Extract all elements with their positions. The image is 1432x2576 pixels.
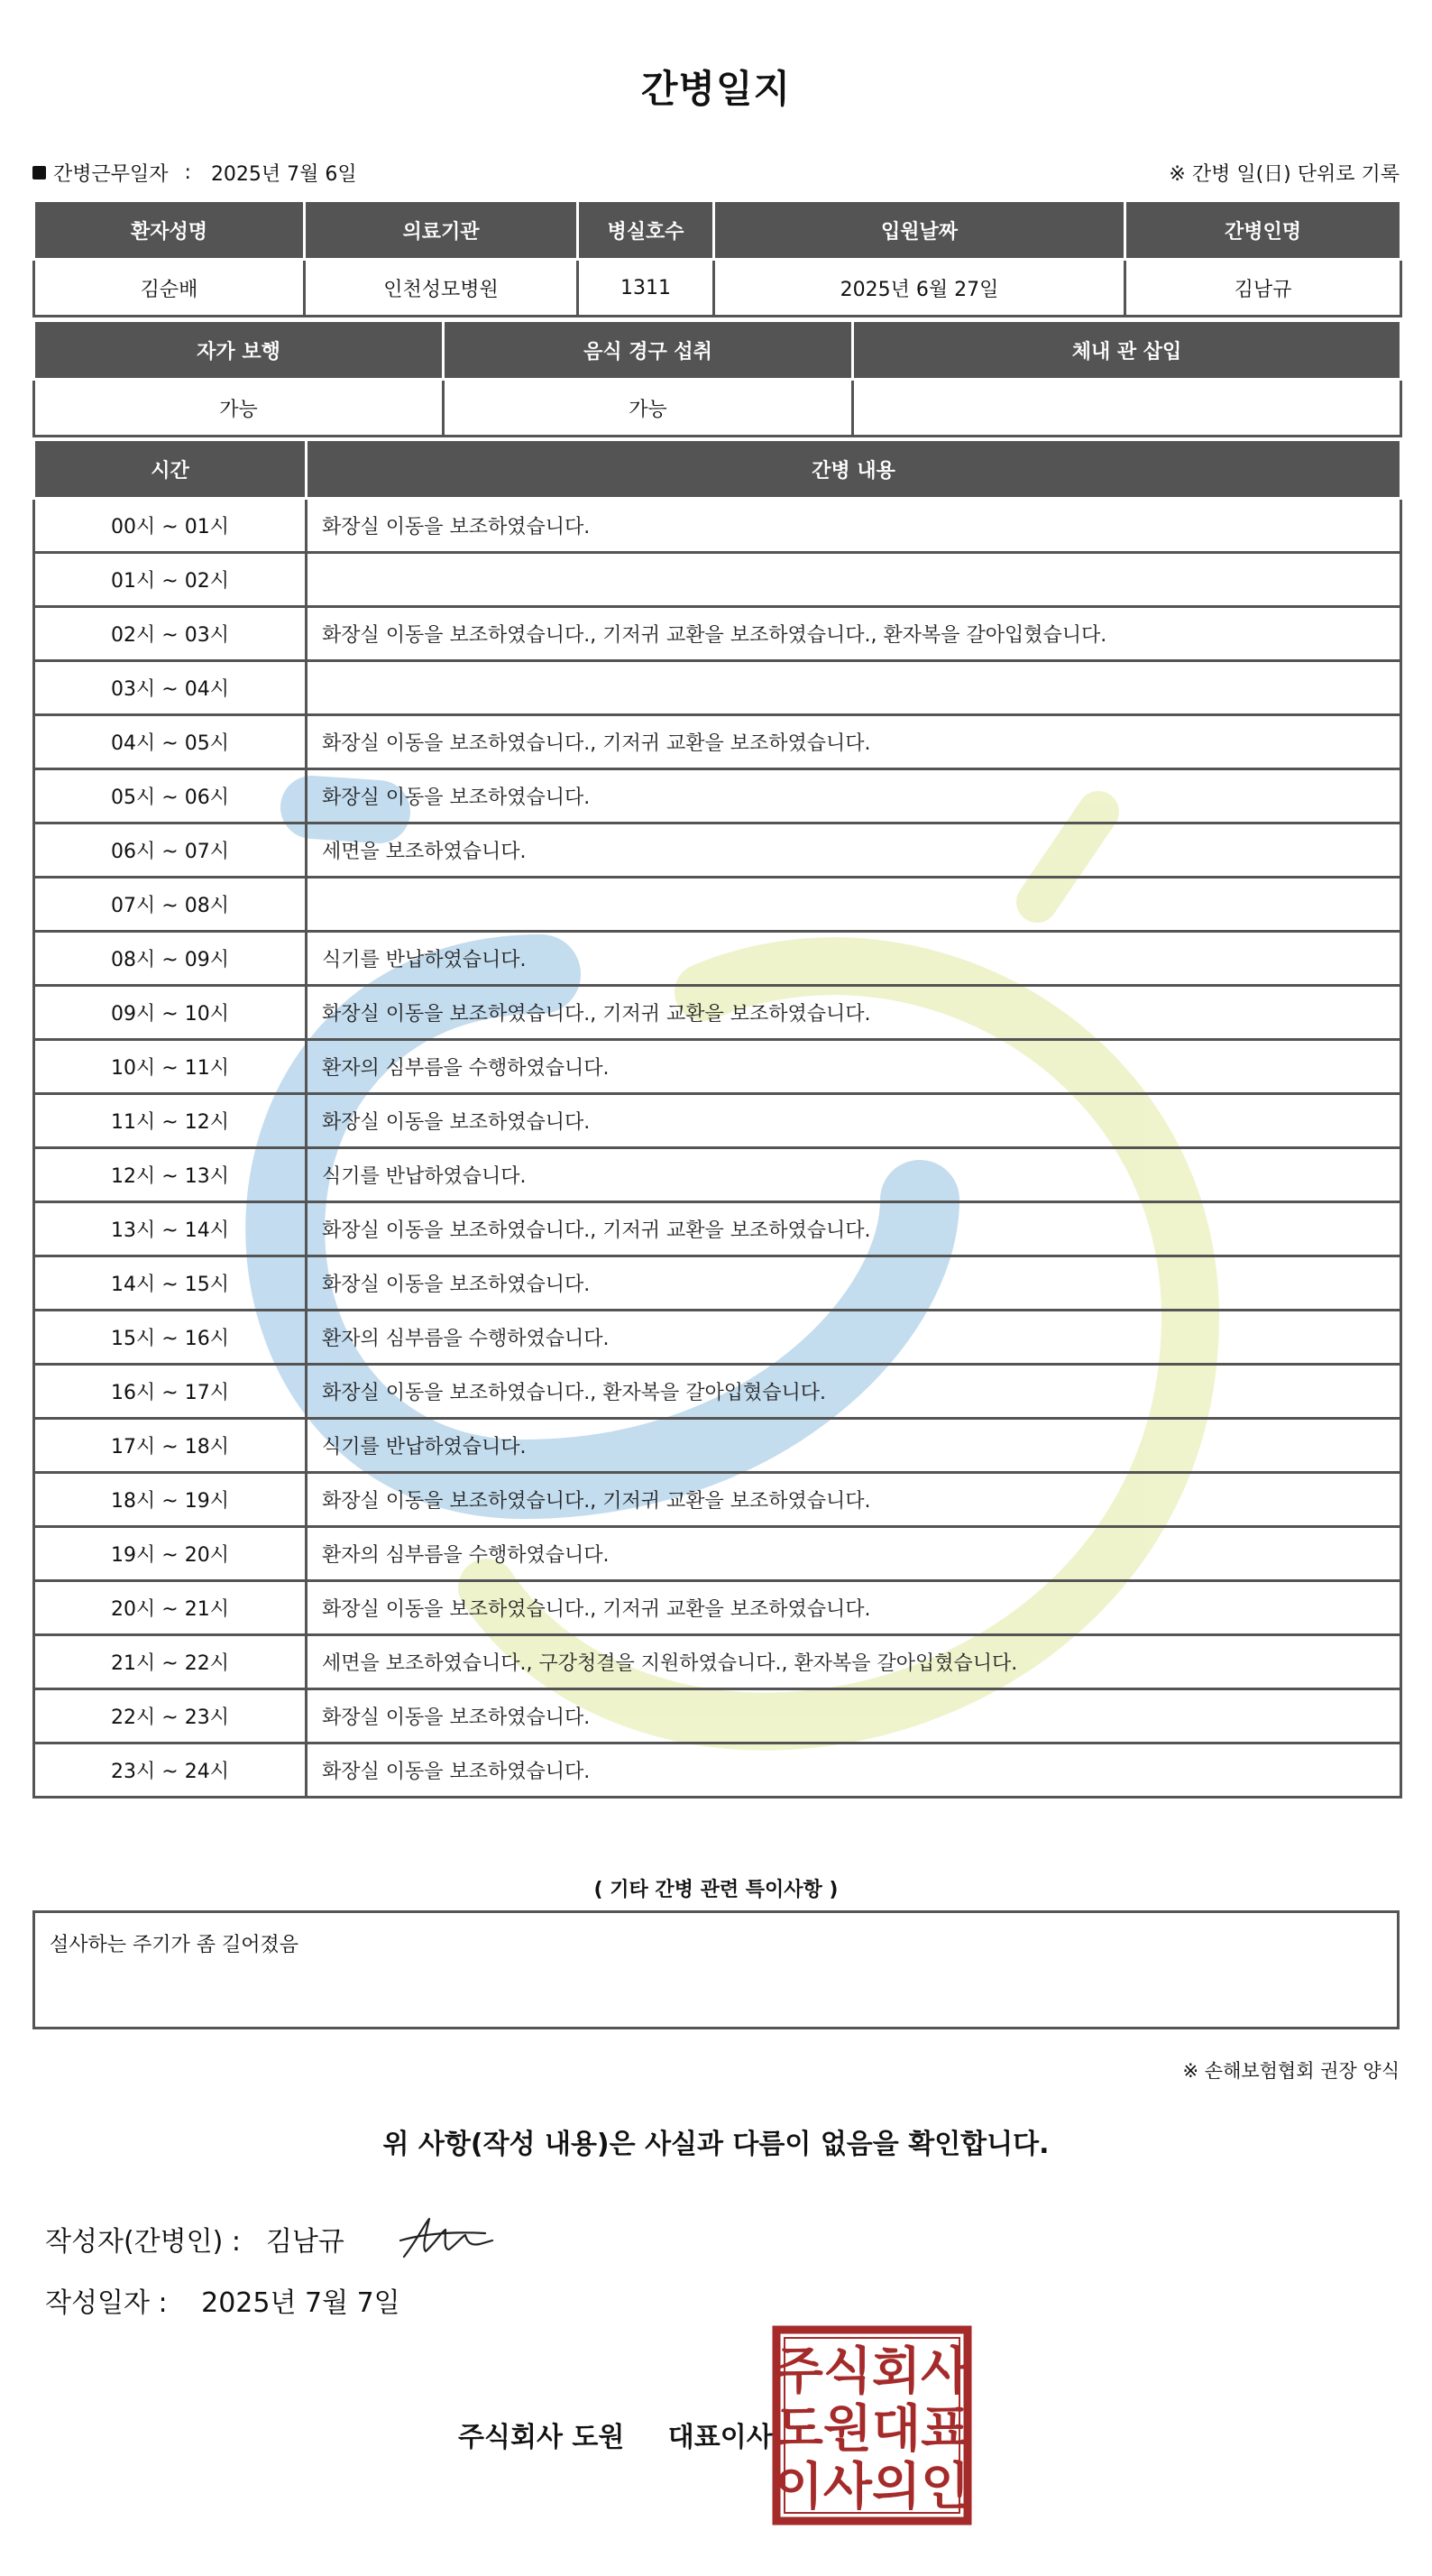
- header-patient-name: 환자성명: [34, 201, 305, 260]
- table-row: [34, 1689, 1401, 1743]
- time-slot: 08시 ~ 09시: [34, 932, 307, 986]
- time-slot: 22시 ~ 23시: [34, 1689, 307, 1743]
- care-content: 환자의 심부름을 수행하였습니다.: [307, 1311, 1401, 1365]
- handwritten-signature: [399, 2213, 498, 2264]
- work-date-value: 2025년 7월 6일: [210, 163, 357, 186]
- table-row: [34, 1256, 1401, 1311]
- care-content: 환자의 심부름을 수행하였습니다.: [307, 1040, 1401, 1094]
- patient-status-table: [32, 319, 1402, 437]
- patient-status-value-row: [34, 380, 1401, 437]
- page-title: 간병일지: [640, 67, 792, 111]
- header-time: 시간: [34, 440, 307, 499]
- table-row: [34, 661, 1401, 715]
- time-slot: 01시 ~ 02시: [34, 553, 307, 607]
- seal-line-1: 주식회사: [774, 2342, 970, 2401]
- care-content: 화장실 이동을 보조하였습니다., 기저귀 교환을 보조하였습니다.: [307, 1473, 1401, 1527]
- header-care-content: 간병 내용: [307, 440, 1401, 499]
- time-slot: 05시 ~ 06시: [34, 769, 307, 823]
- care-content: 화장실 이동을 보조하였습니다.: [307, 1743, 1401, 1798]
- table-row: [34, 1743, 1401, 1798]
- table-row: [34, 499, 1401, 553]
- patient-name: 김순배: [34, 260, 305, 317]
- care-content: 식기를 반납하였습니다.: [307, 1148, 1401, 1202]
- table-row: [34, 1148, 1401, 1202]
- room-number: 1311: [578, 260, 714, 317]
- header-oral-intake: 음식 경구 섭취: [444, 321, 853, 380]
- time-slot: 18시 ~ 19시: [34, 1473, 307, 1527]
- table-row: [34, 1311, 1401, 1365]
- special-notes-box: [32, 1910, 1400, 2029]
- self-walking-value: 가능: [34, 380, 444, 437]
- hospital-name: 인천성모병원: [305, 260, 578, 317]
- table-row: [34, 1473, 1401, 1527]
- time-slot: 03시 ~ 04시: [34, 661, 307, 715]
- seal-line-2: 도원대표: [774, 2400, 970, 2459]
- time-slot: 10시 ~ 11시: [34, 1040, 307, 1094]
- table-row: [34, 986, 1401, 1040]
- header-room: 병실호수: [578, 201, 714, 260]
- table-row: [34, 1365, 1401, 1419]
- care-content: [307, 878, 1401, 932]
- table-row: [34, 607, 1401, 661]
- table-row: [34, 1040, 1401, 1094]
- written-date-label: 작성일자 :: [45, 2287, 168, 2319]
- time-slot: 02시 ~ 03시: [34, 607, 307, 661]
- work-date-colon: :: [184, 161, 191, 184]
- care-content: 화장실 이동을 보조하였습니다.: [307, 1094, 1401, 1148]
- table-row: [34, 1581, 1401, 1635]
- time-slot: 21시 ~ 22시: [34, 1635, 307, 1689]
- care-content: 화장실 이동을 보조하였습니다., 환자복을 갈아입혔습니다.: [307, 1365, 1401, 1419]
- writer-label: 작성자(간병인) :: [45, 2226, 241, 2258]
- patient-status-header-row: [34, 321, 1401, 380]
- time-slot: 06시 ~ 07시: [34, 823, 307, 878]
- care-content: [307, 553, 1401, 607]
- writer-row: [45, 2213, 498, 2264]
- care-content: 화장실 이동을 보조하였습니다.: [307, 499, 1401, 553]
- table-row: [34, 878, 1401, 932]
- care-content: 화장실 이동을 보조하였습니다., 기저귀 교환을 보조하였습니다., 환자복을 갈아입혔습니다.: [307, 607, 1401, 661]
- table-row: [34, 553, 1401, 607]
- header-admission-date: 입원날짜: [714, 201, 1125, 260]
- time-slot: 13시 ~ 14시: [34, 1202, 307, 1256]
- tube-insertion-value: [853, 380, 1401, 437]
- square-bullet-icon: [32, 166, 46, 179]
- time-slot: 15시 ~ 16시: [34, 1311, 307, 1365]
- special-notes-label: ( 기타 간병 관련 특이사항 ): [593, 1879, 839, 1901]
- table-row: [34, 1094, 1401, 1148]
- patient-info-table: [32, 199, 1402, 317]
- time-slot: 09시 ~ 10시: [34, 986, 307, 1040]
- writer-name: 김남규: [265, 2226, 344, 2258]
- company-name: 주식회사 도원: [458, 2422, 625, 2453]
- care-content: 식기를 반납하였습니다.: [307, 932, 1401, 986]
- time-slot: 04시 ~ 05시: [34, 715, 307, 769]
- table-row: [34, 1635, 1401, 1689]
- care-content: 세면을 보조하였습니다., 구강청결을 지원하였습니다., 환자복을 갈아입혔습니다.: [307, 1635, 1401, 1689]
- time-slot: 14시 ~ 15시: [34, 1256, 307, 1311]
- written-date-row: [45, 2280, 400, 2320]
- special-notes-text: 설사하는 주기가 좀 길어졌음: [50, 1934, 299, 1956]
- time-slot: 17시 ~ 18시: [34, 1419, 307, 1473]
- admission-date: 2025년 6월 27일: [714, 260, 1125, 317]
- care-content: 화장실 이동을 보조하였습니다.: [307, 1689, 1401, 1743]
- table-row: [34, 1527, 1401, 1581]
- care-log-header-row: [34, 440, 1401, 499]
- work-date: [32, 159, 357, 187]
- care-content: 식기를 반납하였습니다.: [307, 1419, 1401, 1473]
- care-content: 환자의 심부름을 수행하였습니다.: [307, 1527, 1401, 1581]
- header-tube-insertion: 체내 관 삽입: [853, 321, 1401, 380]
- time-slot: 23시 ~ 24시: [34, 1743, 307, 1798]
- header-self-walking: 자가 보행: [34, 321, 444, 380]
- company-seal-stamp: [772, 2325, 972, 2525]
- time-slot: 16시 ~ 17시: [34, 1365, 307, 1419]
- table-row: [34, 1419, 1401, 1473]
- meta-row: [32, 159, 1400, 186]
- table-row: [34, 823, 1401, 878]
- oral-intake-value: 가능: [444, 380, 853, 437]
- care-content: 화장실 이동을 보조하였습니다., 기저귀 교환을 보조하였습니다.: [307, 986, 1401, 1040]
- care-content: 세면을 보조하였습니다.: [307, 823, 1401, 878]
- header-caregiver-name: 간병인명: [1125, 201, 1401, 260]
- care-content: [307, 661, 1401, 715]
- care-content: 화장실 이동을 보조하였습니다., 기저귀 교환을 보조하였습니다.: [307, 1581, 1401, 1635]
- care-log-rows: [34, 499, 1401, 1798]
- time-slot: 00시 ~ 01시: [34, 499, 307, 553]
- written-date-value: 2025년 7월 7일: [201, 2287, 400, 2319]
- table-row: [34, 932, 1401, 986]
- company-ceo-title: 대표이사: [667, 2422, 773, 2453]
- confirmation-statement: 위 사항(작성 내용)은 사실과 다름이 없음을 확인합니다.: [382, 2129, 1050, 2160]
- time-slot: 07시 ~ 08시: [34, 878, 307, 932]
- patient-info-header-row: [34, 201, 1401, 260]
- seal-line-3: 이사의인: [774, 2458, 970, 2516]
- table-row: [34, 769, 1401, 823]
- time-slot: 20시 ~ 21시: [34, 1581, 307, 1635]
- care-log-table: [32, 438, 1402, 1799]
- form-source-note: ※ 손해보험협회 권장 양식: [1182, 2060, 1400, 2082]
- care-content: 화장실 이동을 보조하였습니다.: [307, 769, 1401, 823]
- record-unit-note: ※ 간병 일(日) 단위로 기록: [1169, 163, 1400, 186]
- care-content: 화장실 이동을 보조하였습니다., 기저귀 교환을 보조하였습니다.: [307, 1202, 1401, 1256]
- time-slot: 11시 ~ 12시: [34, 1094, 307, 1148]
- patient-info-value-row: [34, 260, 1401, 317]
- table-row: [34, 715, 1401, 769]
- time-slot: 19시 ~ 20시: [34, 1527, 307, 1581]
- table-row: [34, 1202, 1401, 1256]
- company-signature: [458, 2415, 773, 2454]
- time-slot: 12시 ~ 13시: [34, 1148, 307, 1202]
- work-date-label: 간병근무일자: [53, 163, 169, 186]
- caregiver-name: 김남규: [1125, 260, 1401, 317]
- care-content: 화장실 이동을 보조하였습니다., 기저귀 교환을 보조하였습니다.: [307, 715, 1401, 769]
- care-content: 화장실 이동을 보조하였습니다.: [307, 1256, 1401, 1311]
- header-hospital: 의료기관: [305, 201, 578, 260]
